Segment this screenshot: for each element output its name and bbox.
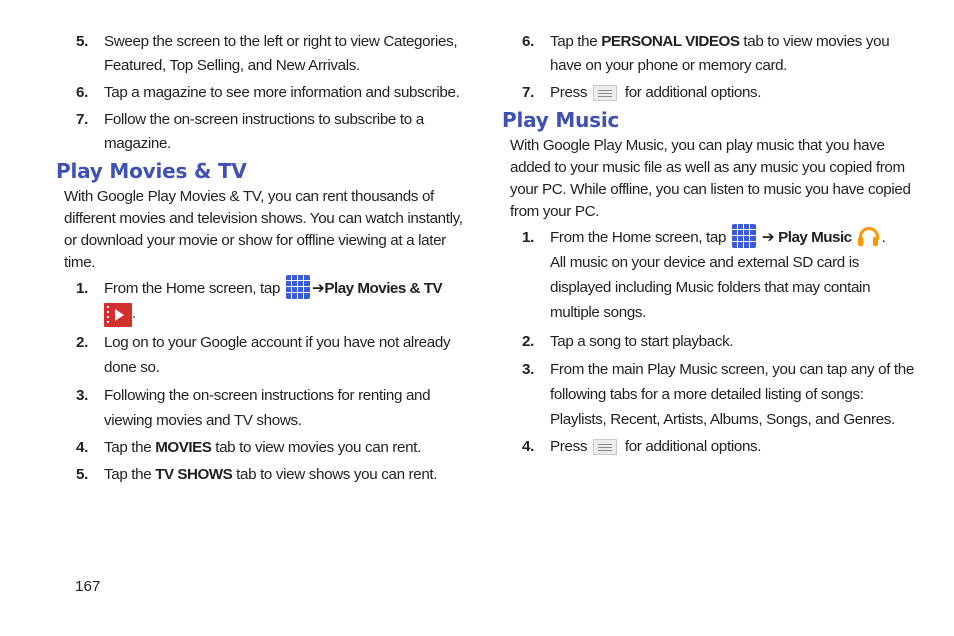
step-text: From the Home screen, tap bbox=[104, 280, 284, 297]
section-intro: With Google Play Movies & TV, you can rent thousands of different movies and television shows. You can watch instantly, or download your movie or show for offline viewing at a later time. bbox=[64, 188, 463, 271]
tab-name: TV SHOWS bbox=[155, 466, 233, 483]
menu-icon bbox=[593, 85, 617, 101]
list-item bbox=[56, 436, 466, 460]
section-title-play-music: Play Music bbox=[502, 108, 620, 132]
step-text: From the Home screen, tap bbox=[550, 229, 730, 246]
step-number: 6. bbox=[522, 33, 534, 50]
step-text: From the main Play Music screen, you can tap any of the following tabs for a more detailed listing of songs: Playlists, Recent, Artists, Albums, Songs, and Genres. bbox=[550, 361, 914, 428]
step-number: 5. bbox=[76, 33, 88, 50]
step-text: tab to view movies you have on your phone or memory card. bbox=[550, 33, 890, 74]
list-item bbox=[56, 276, 466, 327]
step-detail: All music on your device and external SD card is displayed including Music folders that may contain multiple songs. bbox=[550, 254, 871, 321]
play-music-icon bbox=[856, 224, 880, 248]
step-text: Tap the bbox=[550, 33, 602, 50]
list-item bbox=[56, 463, 466, 487]
step-number: 4. bbox=[522, 438, 534, 455]
section-intro: With Google Play Music, you can play music that you have added to your music file as well as any music you copied from your PC. While offline, you can listen to music you have copied from your PC. bbox=[510, 137, 911, 220]
step-number: 4. bbox=[76, 439, 88, 456]
step-text: Tap the bbox=[104, 439, 156, 456]
step-text: Follow the on-screen instructions to subscribe to a magazine. bbox=[104, 111, 424, 152]
tab-name: PERSONAL VIDEOS bbox=[601, 33, 740, 50]
list-item bbox=[56, 383, 466, 433]
step-number: 3. bbox=[522, 361, 534, 378]
list-item bbox=[502, 81, 914, 105]
step-number: 7. bbox=[522, 84, 534, 101]
page-number: 167 bbox=[75, 578, 101, 595]
step-number: 1. bbox=[76, 280, 88, 297]
step-number: 3. bbox=[76, 387, 88, 404]
step-text: for additional options. bbox=[620, 438, 762, 455]
list-item bbox=[56, 30, 466, 78]
step-number: 6. bbox=[76, 84, 88, 101]
app-name: Play Music bbox=[778, 229, 852, 246]
step-end: . bbox=[132, 305, 136, 323]
apps-grid-icon bbox=[732, 224, 756, 248]
list-item bbox=[502, 225, 914, 325]
list-item bbox=[56, 330, 466, 380]
list-item bbox=[56, 81, 466, 105]
list-item bbox=[56, 108, 466, 156]
step-text: Tap the bbox=[104, 466, 156, 483]
list-item bbox=[502, 357, 914, 432]
step-number: 5. bbox=[76, 466, 88, 483]
step-text: Tap a magazine to see more information and subscribe. bbox=[104, 84, 460, 101]
list-item bbox=[502, 329, 914, 354]
app-name: Play Movies & TV bbox=[324, 280, 443, 297]
apps-grid-icon bbox=[286, 275, 310, 299]
arrow-glyph: ➔ bbox=[311, 280, 325, 297]
play-movies-icon bbox=[104, 303, 132, 327]
arrow-glyph: ➔ bbox=[761, 229, 775, 246]
step-number: 7. bbox=[76, 111, 88, 128]
step-text: tab to view movies you can rent. bbox=[211, 439, 421, 456]
right-column bbox=[502, 30, 914, 462]
step-number: 1. bbox=[522, 229, 534, 246]
step-end: . bbox=[881, 229, 886, 246]
tab-name: MOVIES bbox=[155, 439, 212, 456]
step-text: Press bbox=[550, 438, 591, 455]
step-text: Tap a song to start playback. bbox=[550, 333, 734, 350]
list-item bbox=[502, 30, 914, 78]
list-item bbox=[502, 435, 914, 459]
section-title-play-movies: Play Movies & TV bbox=[56, 159, 247, 183]
step-number: 2. bbox=[76, 334, 88, 351]
step-text: Following the on-screen instructions for renting and viewing movies and TV shows. bbox=[104, 387, 431, 429]
step-number: 2. bbox=[522, 333, 534, 350]
left-column bbox=[56, 30, 466, 490]
step-text: tab to view shows you can rent. bbox=[232, 466, 438, 483]
step-text: Log on to your Google account if you have not already done so. bbox=[104, 334, 451, 376]
menu-icon bbox=[593, 439, 617, 455]
step-text: Sweep the screen to the left or right to view Categories, Featured, Top Selling, and New Arrivals. bbox=[104, 33, 458, 74]
step-text: for additional options. bbox=[620, 84, 762, 101]
step-text: Press bbox=[550, 84, 591, 101]
